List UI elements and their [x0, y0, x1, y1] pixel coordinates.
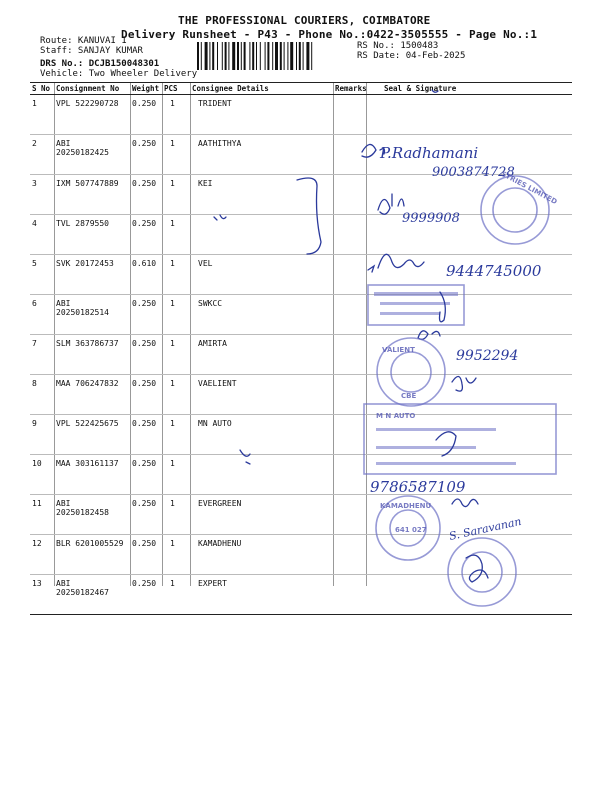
cell-weight: 0.250	[130, 335, 162, 375]
pen-mark	[214, 215, 226, 220]
cell-consignee: KAMADHENU	[190, 535, 333, 575]
cell-sno: 11	[30, 495, 54, 535]
cell-consignment-no: ABI 20250182458	[54, 495, 130, 535]
header-consignee: Consignee Details	[190, 83, 333, 95]
cell-sno: 6	[30, 295, 54, 335]
seal-row4	[481, 176, 549, 244]
handwritten-phone-row2: 9003874728	[432, 165, 515, 180]
cell-pcs: 1	[162, 335, 190, 375]
route-label: Route: KANUVAI 1	[40, 36, 127, 46]
cell-consignee: AMIRTA	[190, 335, 333, 375]
cell-sno: 1	[30, 95, 54, 135]
signature-row13	[466, 555, 488, 582]
pen-mark	[240, 450, 250, 464]
signature-row11	[452, 499, 478, 507]
signature-row7	[418, 331, 440, 340]
seal-inner-ring	[493, 188, 537, 232]
cell-weight: 0.610	[130, 255, 162, 295]
seal-text-row4: STRIES LIMITED	[499, 169, 559, 207]
cell-consignee: VEL	[190, 255, 333, 295]
cell-pcs: 1	[162, 495, 190, 535]
cell-pcs: 1	[162, 215, 190, 255]
cell-pcs: 1	[162, 295, 190, 335]
cell-pcs: 1	[162, 175, 190, 215]
cell-pcs: 1	[162, 455, 190, 495]
cell-consignment-no: VPL 522425675	[54, 415, 130, 455]
pen-bracket	[297, 178, 321, 254]
cell-pcs: 1	[162, 255, 190, 295]
cell-consignee: SWKCC	[190, 295, 333, 335]
rs-date: RS Date: 04-Feb-2025	[357, 51, 466, 61]
cell-weight: 0.250	[130, 495, 162, 535]
runsheet-title: Delivery Runsheet - P43 - Phone No.:0422-3505555 - Page No.:1	[121, 28, 538, 41]
cell-consignee: VAELIENT	[190, 375, 333, 415]
cell-consignment-no: ABI 20250182425	[54, 135, 130, 175]
signature-row8	[452, 376, 476, 391]
cell-consignee: MN AUTO	[190, 415, 333, 455]
rs-number: RS No.: 1500483	[357, 41, 439, 51]
header-remarks: Remarks	[335, 84, 367, 93]
cell-weight: 0.250	[130, 535, 162, 575]
cell-pcs: 1	[162, 415, 190, 455]
stamp-line	[376, 428, 496, 431]
cell-pcs: 1	[162, 375, 190, 415]
cell-consignee: AATHITHYA	[190, 135, 333, 175]
handwritten-phone-row5: 9444745000	[446, 262, 542, 280]
cell-consignment-no: ABI 20250182514	[54, 295, 130, 335]
signature-row4	[378, 194, 404, 214]
cell-consignment-no: IXM 507747889	[54, 175, 130, 215]
stamp-text-row9: M N AUTO	[376, 412, 416, 420]
drs-number: DRS No.: DCJB150048301	[40, 59, 160, 69]
handwritten-name-row12: S. Saravanan	[447, 514, 523, 543]
cell-weight: 0.250	[130, 175, 162, 215]
stamp-line	[376, 462, 516, 465]
stamp-line	[380, 312, 440, 315]
cell-weight: 0.250	[130, 135, 162, 175]
cell-sno: 3	[30, 175, 54, 215]
handwritten-name-row2: P.Radhamani	[380, 144, 479, 162]
cell-consignment-no: TVL 2879550	[54, 215, 130, 255]
cell-sno: 2	[30, 135, 54, 175]
cell-pcs: 1	[162, 135, 190, 175]
cell-sno: 4	[30, 215, 54, 255]
vehicle-label: Vehicle: Two Wheeler Delivery	[40, 69, 198, 79]
cell-consignment-no: BLR 6201005529	[54, 535, 130, 575]
seal-city-row8: CBE	[401, 392, 417, 400]
cell-consignee: EVERGREEN	[190, 495, 333, 535]
cell-sno: 5	[30, 255, 54, 295]
header-seal-signature: Seal & Signature	[366, 83, 572, 95]
stamp-line	[374, 292, 458, 296]
cell-weight: 0.250	[130, 215, 162, 255]
handwritten-phone-row4: 9999908	[402, 211, 460, 226]
seal-text-row12: KAMADHENU	[380, 502, 432, 510]
stamp-line	[376, 446, 476, 449]
cell-pcs: 1	[162, 535, 190, 575]
cell-weight: 0.250	[130, 415, 162, 455]
header-consignment: Consignment No	[54, 83, 130, 95]
signature-row10	[436, 432, 456, 456]
cell-pcs: 1	[162, 575, 190, 615]
cell-consignee: KEI	[190, 175, 333, 215]
handwritten-phone-row11: 9786587109	[370, 478, 466, 496]
cell-weight: 0.250	[130, 455, 162, 495]
header-pcs: PCS	[162, 83, 190, 95]
cell-weight: 0.250	[130, 575, 162, 615]
cell-consignment-no: SLM 363786737	[54, 335, 130, 375]
cell-pcs: 1	[162, 95, 190, 135]
signature-row5	[368, 254, 424, 272]
cell-consignee: EXPERT	[190, 575, 333, 615]
seal-text-row8: VALIENT	[382, 346, 415, 354]
cell-weight: 0.250	[130, 295, 162, 335]
header-weight: Weight	[130, 83, 162, 95]
cell-sno: 8	[30, 375, 54, 415]
stamp-line	[380, 302, 450, 305]
cell-sno: 9	[30, 415, 54, 455]
cell-sno: 10	[30, 455, 54, 495]
cell-consignment-no: VPL 522290728	[54, 95, 130, 135]
company-title: THE PROFESSIONAL COURIERS, COIMBATORE	[178, 14, 431, 27]
cell-consignment-no: ABI 20250182467	[54, 575, 130, 615]
cell-consignment-no: MAA 706247832	[54, 375, 130, 415]
handwritten-phone-row7: 9952294	[456, 348, 519, 364]
seal-pin-row12: 641 027	[395, 526, 427, 534]
cell-sno: 12	[30, 535, 54, 575]
header-sno: S No	[30, 83, 54, 95]
cell-sno: 7	[30, 335, 54, 375]
signature-row6	[440, 292, 446, 322]
cell-sno: 13	[30, 575, 54, 615]
pen-mark	[432, 90, 438, 92]
staff-label: Staff: SANJAY KUMAR	[40, 46, 143, 56]
cell-weight: 0.250	[130, 375, 162, 415]
cell-consignment-no: MAA 303161137	[54, 455, 130, 495]
cell-consignee: TRIDENT	[190, 95, 333, 135]
cell-weight: 0.250	[130, 95, 162, 135]
cell-consignment-no: SVK 20172453	[54, 255, 130, 295]
seal-inner-ring	[391, 352, 431, 392]
